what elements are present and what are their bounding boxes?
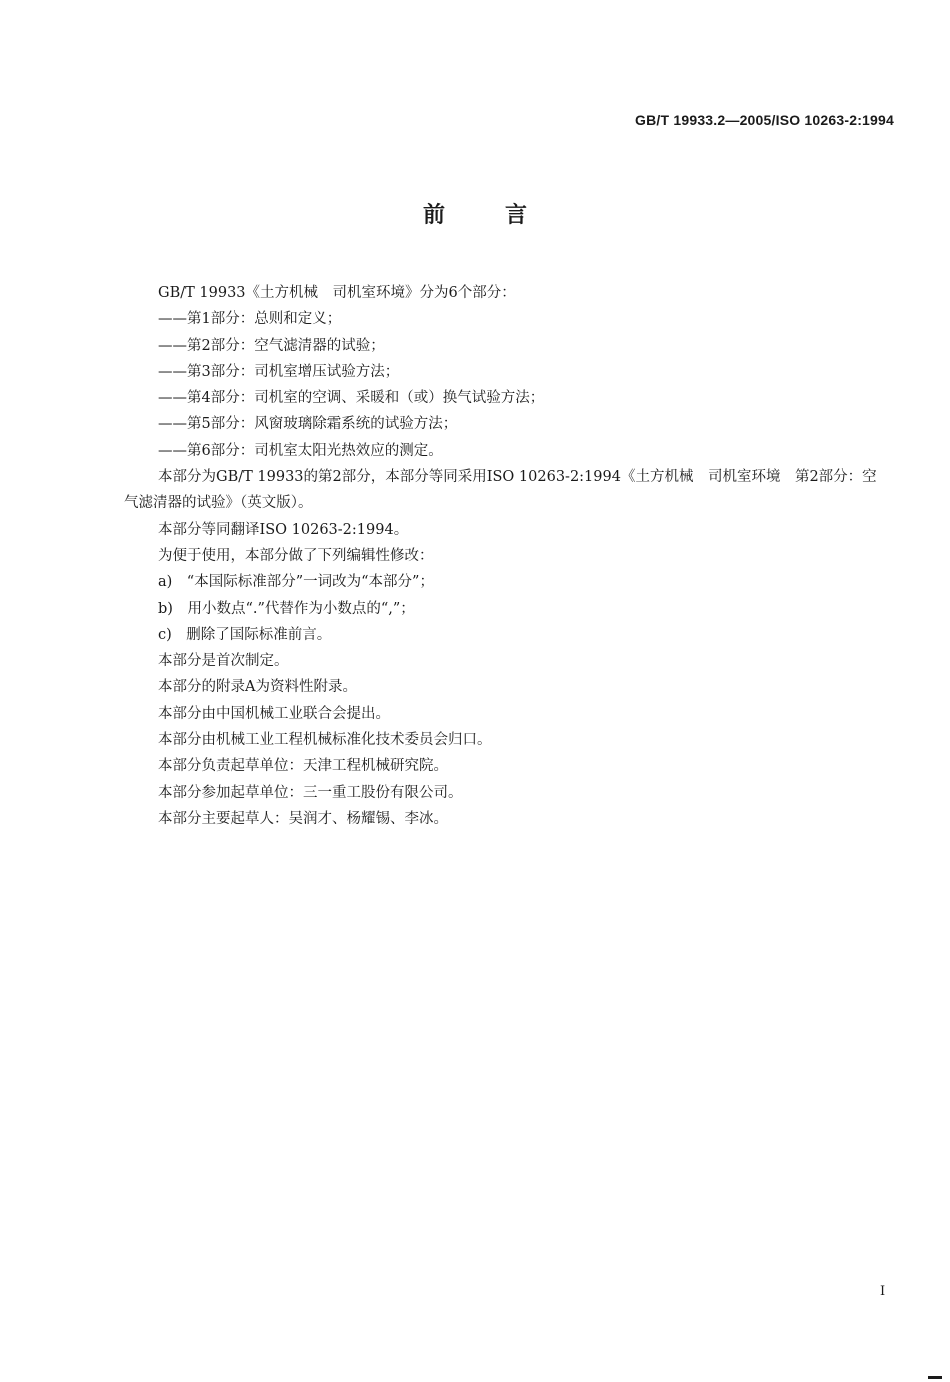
- list-item-edit-a: a) “本国际标准部分”一词改为“本部分”；: [158, 574, 434, 591]
- list-item-part-5: ——第5部分：风窗玻璃除霜系统的试验方法；: [158, 416, 458, 433]
- paragraph-annex: 本部分的附录A为资料性附录。: [158, 679, 357, 696]
- page-title: 前言: [422, 202, 587, 228]
- list-item-part-4: ——第4部分：司机室的空调、采暖和（或）换气试验方法；: [158, 390, 545, 407]
- list-item-edit-b: b) 用小数点“.”代替作为小数点的“,”；: [158, 600, 415, 617]
- list-item-part-6: ——第6部分：司机室太阳光热效应的测定。: [158, 442, 443, 459]
- paragraph-translation: 本部分等同翻译ISO 10263-2:1994。: [158, 521, 409, 538]
- corner-mark: [928, 1376, 942, 1379]
- list-item-edit-c: c) 删除了国际标准前言。: [158, 626, 332, 643]
- standard-number-header: GB/T 19933.2—2005/ISO 10263-2:1994: [635, 112, 894, 128]
- foreword-body: [124, 280, 884, 832]
- paragraph-drafting-unit: 本部分负责起草单位：天津工程机械研究院。: [158, 758, 448, 775]
- list-item-part-1: ——第1部分：总则和定义；: [158, 311, 342, 328]
- page-number: I: [880, 1284, 886, 1299]
- paragraph-participating-unit: 本部分参加起草单位：三一重工股份有限公司。: [158, 784, 463, 801]
- list-item-part-3: ——第3部分：司机室增压试验方法；: [158, 363, 400, 380]
- paragraph-edits-intro: 为便于使用，本部分做了下列编辑性修改：: [158, 547, 434, 564]
- paragraph-adoption: 本部分为GB/T 19933的第2部分，本部分等同采用ISO 10263-2:1994《土方机械 司机室环境 第2部分：空气滤清器的试验》（英文版）。: [124, 469, 877, 512]
- paragraph-drafters: 本部分主要起草人：吴润才、杨耀锡、李冰。: [158, 810, 448, 827]
- paragraph-intro: GB/T 19933《土方机械 司机室环境》分为6个部分：: [158, 285, 516, 301]
- list-item-part-2: ——第2部分：空气滤清器的试验；: [158, 337, 385, 354]
- paragraph-technical-committee: 本部分由机械工业工程机械标准化技术委员会归口。: [158, 732, 492, 749]
- paragraph-proposed-by: 本部分由中国机械工业联合会提出。: [158, 705, 390, 722]
- paragraph-first-edition: 本部分是首次制定。: [158, 653, 289, 670]
